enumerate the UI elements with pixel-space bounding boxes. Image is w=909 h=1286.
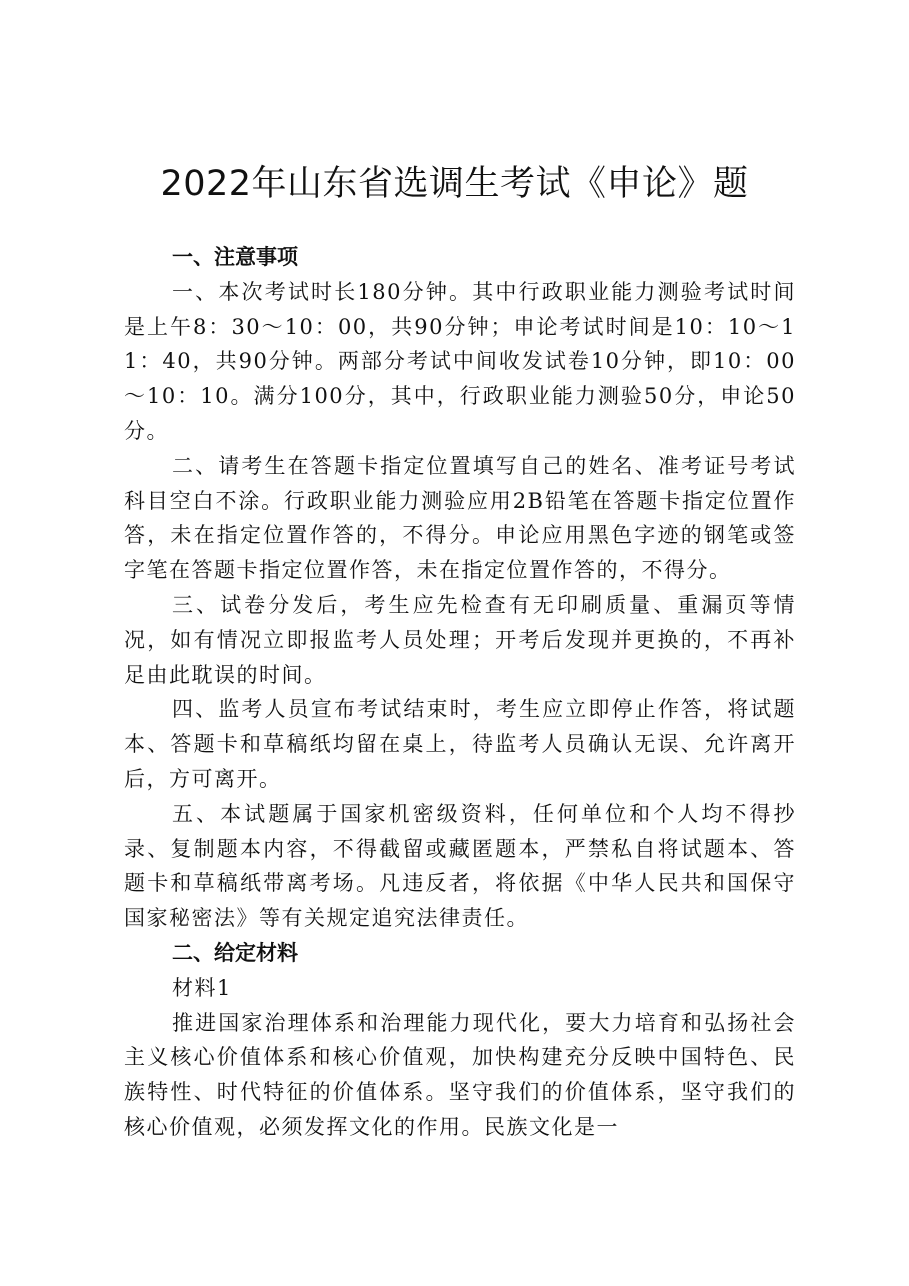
section-heading-notes: 一、注意事项 <box>172 245 298 269</box>
material-label: 材料1 <box>172 975 232 1000</box>
notes-paragraph-2: 二、请考生在答题卡指定位置填写自己的姓名、准考证号考试科目空白不涂。行政职业能力测验应用2B铅笔在答题卡指定位置作答，未在指定位置作答的，不得分。申论应用黑色字迹的钢笔或签字笔在答题卡指定位置作答，未在指定位置作答的，不得分。 <box>124 453 796 583</box>
notes-paragraph-5: 五、本试题属于国家机密级资料，任何单位和个人均不得抄录、复制题本内容，不得截留或藏匿题本，严禁私自将试题本、答题卡和草稿纸带离考场。凡违反者，将依据《中华人民共和国保守国家秘密法》等有关规定追究法律责任。 <box>124 801 796 931</box>
document-title: 2022年山东省选调生考试《申论》题 <box>160 164 749 204</box>
material-paragraph-1: 推进国家治理体系和治理能力现代化，要大力培育和弘扬社会主义核心价值体系和核心价值观，加快构建充分反映中国特色、民族特性、时代特征的价值体系。坚守我们的价值体系，坚守我们的核心价值观，必须发挥文化的作用。民族文化是一 <box>124 1010 796 1139</box>
notes-paragraph-1: 一、本次考试时长180分钟。其中行政职业能力测验考试时间是上午8：30～10：00，共90分钟；申论考试时间是10：10～11：40，共90分钟。两部分考试中间收发试卷10分钟，即10：00～10：10。满分100分，其中，行政职业能力测验50分，申论50分。 <box>124 279 796 443</box>
notes-paragraph-4: 四、监考人员宣布考试结束时，考生应立即停止作答，将试题本、答题卡和草稿纸均留在桌上，待监考人员确认无误、允许离开后，方可离开。 <box>124 697 796 791</box>
document-body <box>124 240 796 1145</box>
notes-paragraph-3: 三、试卷分发后，考生应先检查有无印刷质量、重漏页等情况，如有情况立即报监考人员处理；开考后发现并更换的，不再补足由此耽误的时间。 <box>124 592 796 687</box>
section-heading-materials: 二、给定材料 <box>172 940 298 965</box>
